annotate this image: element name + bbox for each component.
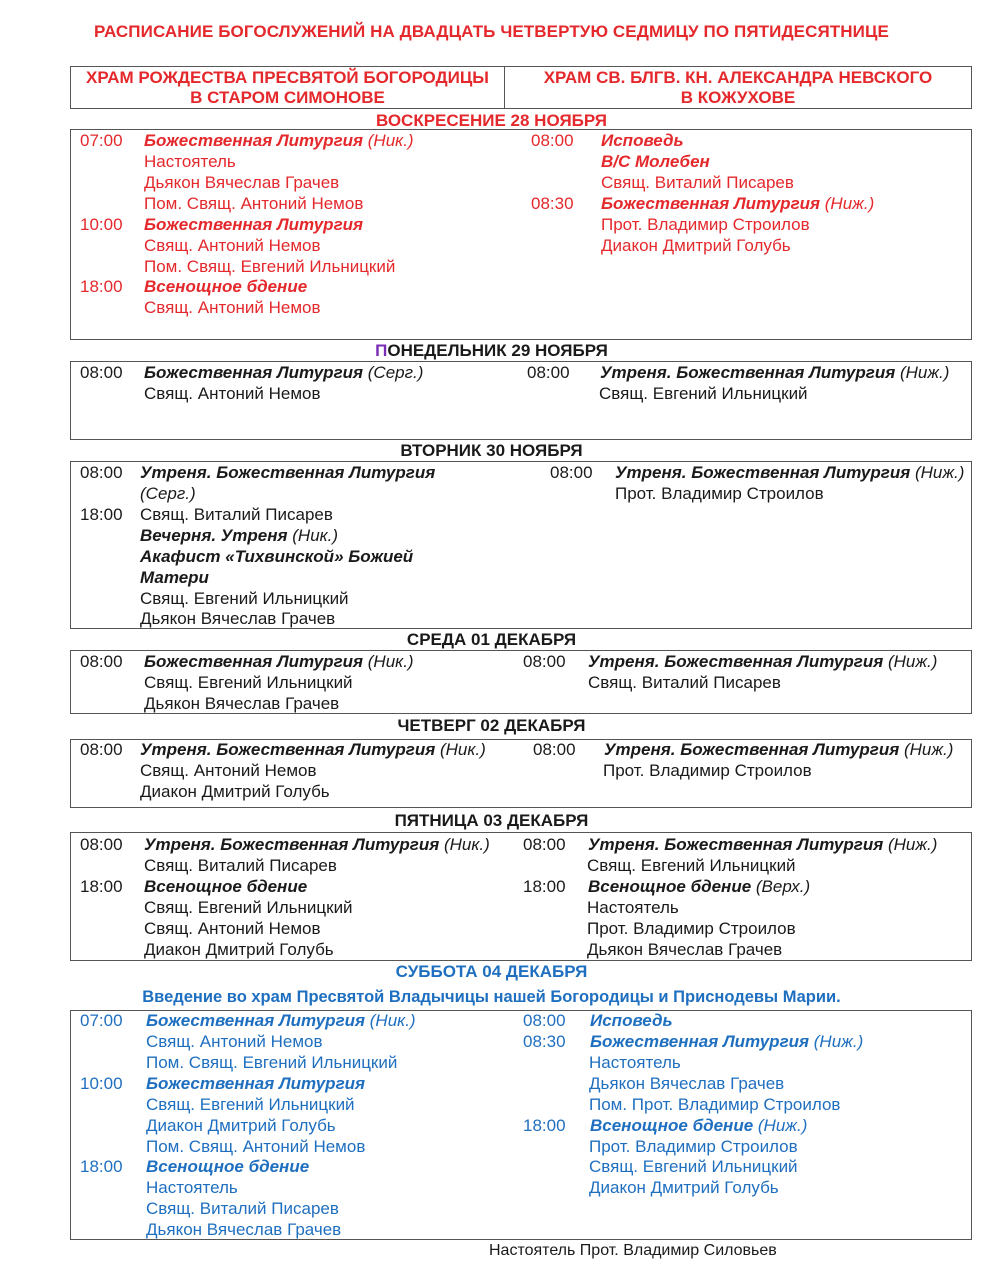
service: Утреня. Божественная Литургия (Ниж.) [600, 363, 950, 382]
service: Всенощное бдение [144, 277, 308, 296]
page-title: РАСПИСАНИЕ БОГОСЛУЖЕНИЙ НА ДВАДЦАТЬ ЧЕТВЕРТУЮ СЕДМИЦУ ПО ПЯТИДЕСЯТНИЦЕ [94, 22, 889, 41]
service: Божественная Литургия [144, 215, 364, 234]
clergy: Свящ. Виталий Писарев [140, 505, 333, 524]
clergy: Свящ. Евгений Ильницкий [146, 1095, 355, 1114]
day-heading-friday: ПЯТНИЦА 03 ДЕКАБРЯ [394, 811, 589, 830]
clergy: Свящ. Антоний Немов [144, 298, 321, 317]
time: 18:00 [80, 277, 123, 296]
clergy: Прот. Владимир Строилов [603, 761, 812, 780]
day-heading-saturday: СУББОТА 04 ДЕКАБРЯ [395, 962, 588, 981]
day-heading-tuesday: ВТОРНИК 30 НОЯБРЯ [400, 441, 583, 460]
service: Всенощное бдение [146, 1157, 310, 1176]
clergy: Пом. Прот. Владимир Строилов [589, 1095, 841, 1114]
time: 08:00 [531, 131, 574, 150]
clergy: Свящ. Виталий Писарев [146, 1199, 339, 1218]
day-heading-thursday: ЧЕТВЕРГ 02 ДЕКАБРЯ [397, 716, 586, 735]
day-heading-sunday: ВОСКРЕСЕНИЕ 28 НОЯБРЯ [375, 111, 608, 130]
clergy: Диакон Дмитрий Голубь [146, 1116, 336, 1135]
clergy: Дьякон Вячеслав Грачев [144, 694, 340, 713]
clergy: Настоятель [146, 1178, 238, 1197]
time: 08:00 [527, 363, 570, 382]
service: Исповедь [590, 1011, 673, 1030]
service: Утреня. Божественная Литургия [140, 463, 436, 482]
clergy: Свящ. Антоний Немов [144, 236, 321, 255]
clergy: Настоятель [589, 1053, 681, 1072]
clergy: Настоятель [587, 898, 679, 917]
clergy: Пом. Свящ. Евгений Ильницкий [144, 257, 396, 276]
clergy: Пом. Свящ. Евгений Ильницкий [146, 1053, 398, 1072]
service: Божественная Литургия (Ниж.) [601, 194, 875, 213]
clergy: Прот. Владимир Строилов [601, 215, 810, 234]
clergy: Пом. Свящ. Антоний Немов [146, 1137, 366, 1156]
time: 08:30 [523, 1032, 566, 1051]
service: Акафист «Тихвинской» Божией [140, 547, 414, 566]
clergy: Свящ. Евгений Ильницкий [144, 898, 353, 917]
feast-title: Введение во храм Пресвятой Владычицы нашей Богородицы и Приснодевы Марии. [142, 988, 841, 1006]
clergy: Дьякон Вячеслав Грачев [146, 1220, 342, 1239]
time: 18:00 [523, 1116, 566, 1135]
church-right-header: ХРАМ СВ. БЛГВ. КН. АЛЕКСАНДРА НЕВСКОГО В КОЖУХОВЕ [543, 68, 933, 107]
clergy: Свящ. Евгений Ильницкий [144, 673, 353, 692]
time: 08:00 [80, 363, 123, 382]
time: 08:00 [80, 463, 123, 482]
time: 18:00 [80, 1157, 123, 1176]
clergy: Свящ. Виталий Писарев [601, 173, 794, 192]
service-note: (Серг.) [140, 484, 196, 503]
time: 18:00 [523, 877, 566, 896]
service: Вечерня. Утреня (Ник.) [140, 526, 339, 545]
service: Всенощное бдение [144, 877, 308, 896]
day-heading-monday: ПОНЕДЕЛЬНИК 29 НОЯБРЯ [375, 341, 608, 360]
clergy: Дьякон Вячеслав Грачев [587, 940, 783, 959]
clergy: Свящ. Антоний Немов [144, 919, 321, 938]
time: 18:00 [80, 877, 123, 896]
time: 10:00 [80, 1074, 123, 1093]
time: 18:00 [80, 505, 123, 524]
clergy: Пом. Свящ. Антоний Немов [144, 194, 364, 213]
service: Божественная Литургия [146, 1074, 366, 1093]
time: 08:00 [523, 835, 566, 854]
time: 08:00 [523, 652, 566, 671]
service: Утреня. Божественная Литургия (Ниж.) [604, 740, 954, 759]
time: 08:30 [531, 194, 574, 213]
clergy: Прот. Владимир Строилов [589, 1137, 798, 1156]
clergy: Диакон Дмитрий Голубь [140, 782, 330, 801]
clergy: Свящ. Евгений Ильницкий [589, 1157, 798, 1176]
time: 10:00 [80, 215, 123, 234]
clergy: Прот. Владимир Строилов [587, 919, 796, 938]
service: Божественная Литургия (Ник.) [146, 1011, 416, 1030]
service: Божественная Литургия (Ниж.) [590, 1032, 864, 1051]
service: В/С Молебен [601, 152, 710, 171]
service: Божественная Литургия (Серг.) [144, 363, 424, 382]
clergy: Дьякон Вячеслав Грачев [140, 609, 336, 628]
service: Божественная Литургия (Ник.) [144, 652, 414, 671]
service: Исповедь [601, 131, 684, 150]
clergy: Свящ. Антоний Немов [140, 761, 317, 780]
clergy: Дьякон Вячеслав Грачев [589, 1074, 785, 1093]
clergy: Диакон Дмитрий Голубь [589, 1178, 779, 1197]
service: Божественная Литургия (Ник.) [144, 131, 414, 150]
service: Утреня. Божественная Литургия (Ниж.) [588, 835, 938, 854]
footer-signature: Настоятель Прот. Владимир Силовьев [489, 1242, 777, 1259]
time: 08:00 [80, 740, 123, 759]
clergy: Диакон Дмитрий Голубь [144, 940, 334, 959]
service: Утреня. Божественная Литургия (Ник.) [140, 740, 486, 759]
time: 08:00 [80, 835, 123, 854]
service: Всенощное бдение (Ниж.) [590, 1116, 808, 1135]
day-heading-wednesday: СРЕДА 01 ДЕКАБРЯ [406, 630, 577, 649]
clergy: Свящ. Антоний Немов [146, 1032, 323, 1051]
clergy: Диакон Дмитрий Голубь [601, 236, 791, 255]
clergy: Свящ. Антоний Немов [144, 384, 321, 403]
service: Матери [140, 568, 209, 587]
service: Утреня. Божественная Литургия (Ник.) [144, 835, 490, 854]
service: Утреня. Божественная Литургия (Ниж.) [615, 463, 965, 482]
service: Утреня. Божественная Литургия (Ниж.) [588, 652, 938, 671]
time: 07:00 [80, 1011, 123, 1030]
clergy: Дьякон Вячеслав Грачев [144, 173, 340, 192]
clergy: Свящ. Виталий Писарев [588, 673, 781, 692]
clergy: Свящ. Евгений Ильницкий [599, 384, 808, 403]
time: 07:00 [80, 131, 123, 150]
clergy: Свящ. Евгений Ильницкий [140, 589, 349, 608]
clergy: Прот. Владимир Строилов [615, 484, 824, 503]
church-left-header: ХРАМ РОЖДЕСТВА ПРЕСВЯТОЙ БОГОРОДИЦЫ В СТАРОМ СИМОНОВЕ [86, 68, 489, 107]
time: 08:00 [80, 652, 123, 671]
time: 08:00 [550, 463, 593, 482]
clergy: Настоятель [144, 152, 236, 171]
time: 08:00 [523, 1011, 566, 1030]
clergy: Свящ. Евгений Ильницкий [587, 856, 796, 875]
service: Всенощное бдение (Верх.) [588, 877, 811, 896]
church-header [70, 66, 972, 109]
clergy: Свящ. Виталий Писарев [144, 856, 337, 875]
time: 08:00 [533, 740, 576, 759]
